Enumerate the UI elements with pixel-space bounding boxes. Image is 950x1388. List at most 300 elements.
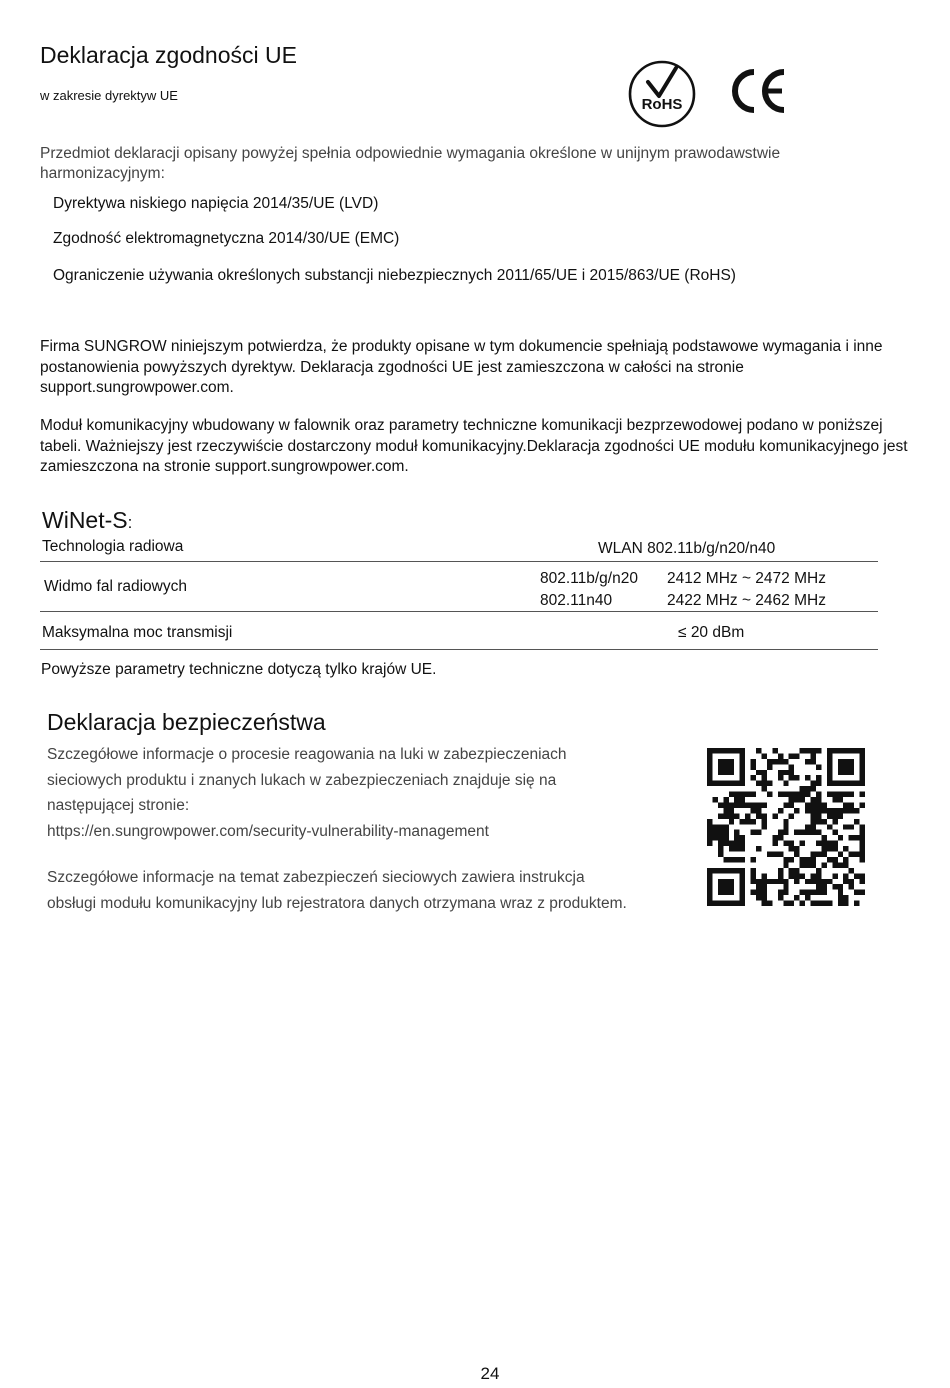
qr-module [712,824,717,829]
qr-module [838,759,843,764]
qr-module [821,819,826,824]
qr-module [756,879,761,884]
qr-module [707,835,712,840]
spectrum-standard-1: 802.11b/g/n20 [540,570,638,587]
qr-module [860,770,865,775]
table-divider [40,649,878,650]
qr-module [860,753,865,758]
qr-module [729,857,734,862]
qr-module [827,781,832,786]
qr-module [849,792,854,797]
qr-module [778,852,783,857]
qr-module [832,781,837,786]
qr-module [778,879,783,884]
qr-module [832,830,837,835]
qr-module [729,890,734,895]
qr-module [832,792,837,797]
qr-module [718,879,723,884]
qr-module [860,802,865,807]
qr-module [761,753,766,758]
qr-module [783,830,788,835]
qr-module [718,759,723,764]
qr-module [854,808,859,813]
qr-module [761,819,766,824]
qr-module [751,808,756,813]
qr-module [734,841,739,846]
qr-module [816,841,821,846]
qr-module [832,813,837,818]
tech-label: Technologia radiowa [42,538,184,555]
qr-module [816,764,821,769]
qr-module [843,862,848,867]
qr-module [821,890,826,895]
qr-module [778,835,783,840]
qr-module [860,890,865,895]
qr-module [723,901,728,906]
qr-module [756,808,761,813]
qr-module [712,835,717,840]
qr-module [751,802,756,807]
qr-module [729,884,734,889]
qr-module [761,802,766,807]
qr-module [843,857,848,862]
qr-module [778,830,783,835]
qr-module [816,873,821,878]
rohs-logo [628,60,696,128]
qr-module [718,852,723,857]
qr-module [816,775,821,780]
qr-module [854,835,859,840]
qr-module [740,753,745,758]
security-line: następującej stronie: [47,797,190,814]
qr-module [718,846,723,851]
qr-module [816,830,821,835]
qr-module [843,901,848,906]
qr-module [832,846,837,851]
qr-module [843,873,848,878]
qr-module [832,748,837,753]
qr-module [729,846,734,851]
qr-module [718,802,723,807]
qr-module [740,770,745,775]
qr-module [789,868,794,873]
qr-module [794,808,799,813]
qr-module [816,852,821,857]
qr-module [707,759,712,764]
qr-module [756,895,761,900]
qr-module [734,813,739,818]
qr-module [718,884,723,889]
qr-module [761,775,766,780]
qr-module [783,819,788,824]
qr-module [723,802,728,807]
qr-module [860,879,865,884]
qr-module [832,841,837,846]
qr-module [723,824,728,829]
qr-module [816,802,821,807]
qr-module [718,830,723,835]
qr-module [811,819,816,824]
qr-module [718,770,723,775]
qr-module [723,759,728,764]
qr-module [729,808,734,813]
qr-module [778,808,783,813]
qr-module [860,748,865,753]
qr-module [811,890,816,895]
qr-module [821,808,826,813]
qr-module [772,841,777,846]
winet-name: WiNet-S [42,507,128,533]
qr-module [718,841,723,846]
qr-module [767,764,772,769]
qr-module [805,792,810,797]
qr-module [854,781,859,786]
qr-module [778,759,783,764]
security-line: Szczegółowe informacje o procesie reagowania na luki w zabezpieczeniach [47,746,567,763]
qr-module [718,748,723,753]
qr-module [794,873,799,878]
qr-module [838,884,843,889]
qr-module [800,901,805,906]
intro-text: Przedmiot deklaracji opisany powyżej spełnia odpowiednie wymagania określone w unijnym prawodawstwie harmonizacyjnym: [40,145,781,182]
qr-module [794,868,799,873]
qr-module [718,890,723,895]
qr-module [783,884,788,889]
qr-module [723,813,728,818]
qr-module [843,808,848,813]
qr-module [729,770,734,775]
security-title: Deklaracja bezpieczeństwa [47,709,326,735]
qr-module [707,748,712,753]
qr-module [740,895,745,900]
qr-module [756,846,761,851]
qr-module [756,890,761,895]
qr-module [827,841,832,846]
security-text-2 [47,865,697,916]
qr-module [740,764,745,769]
qr-module [740,841,745,846]
qr-module [816,748,821,753]
qr-module [772,852,777,857]
qr-module [816,884,821,889]
qr-module [740,802,745,807]
power-value: ≤ 20 dBm [678,624,745,641]
qr-module [800,873,805,878]
qr-module [712,781,717,786]
qr-module [751,857,756,862]
qr-module [783,792,788,797]
qr-module [761,813,766,818]
qr-module [794,753,799,758]
qr-module [778,873,783,878]
qr-module [838,770,843,775]
qr-module [723,884,728,889]
qr-module [718,868,723,873]
qr-module [778,895,783,900]
qr-module [767,759,772,764]
qr-module [740,781,745,786]
security-line: Szczegółowe informacje na temat zabezpieczeń sieciowych zawiera instrukcja [47,869,585,886]
qr-module [816,901,821,906]
qr-module [734,857,739,862]
qr-module [767,852,772,857]
qr-module [805,808,810,813]
qr-module [707,775,712,780]
qr-module [751,764,756,769]
qr-module [783,841,788,846]
qr-module [723,748,728,753]
qr-module [854,873,859,878]
qr-module [860,846,865,851]
qr-module [783,862,788,867]
qr-module [811,813,816,818]
qr-module [707,879,712,884]
qr-module [740,835,745,840]
qr-module [778,775,783,780]
qr-module [734,748,739,753]
security-text-1 [47,742,697,844]
qr-module [734,835,739,840]
qr-module [756,884,761,889]
qr-module [751,873,756,878]
qr-module [778,753,783,758]
qr-module [854,890,859,895]
qr-module [805,802,810,807]
qr-module [827,753,832,758]
qr-module [756,748,761,753]
qr-module [860,873,865,878]
qr-module [740,846,745,851]
qr-module [805,759,810,764]
qr-module [849,759,854,764]
qr-module [783,890,788,895]
qr-module [751,759,756,764]
qr-module [860,792,865,797]
qr-module [832,819,837,824]
qr-module [740,868,745,873]
qr-module [838,890,843,895]
qr-module [734,868,739,873]
qr-module [811,753,816,758]
qr-module [778,792,783,797]
qr-module [832,808,837,813]
qr-module [843,802,848,807]
qr-module [740,884,745,889]
page-subtitle: w zakresie dyrektyw UE [40,88,178,103]
qr-module [821,852,826,857]
page-title: Deklaracja zgodności UE [40,42,297,68]
qr-module [789,770,794,775]
qr-module [729,748,734,753]
qr-module [729,764,734,769]
qr-module [849,764,854,769]
qr-module [751,775,756,780]
qr-module [778,890,783,895]
qr-module [816,819,821,824]
qr-module [838,808,843,813]
qr-module [767,781,772,786]
qr-module [827,808,832,813]
qr-module [729,868,734,873]
qr-module [821,884,826,889]
qr-module [843,770,848,775]
qr-module [761,873,766,878]
qr-module [718,824,723,829]
qr-module [751,890,756,895]
qr-module [707,819,712,824]
qr-module [854,748,859,753]
qr-module [832,857,837,862]
qr-module [723,797,728,802]
qr-module [707,895,712,900]
qr-module [707,830,712,835]
qr-module [805,862,810,867]
qr-module [838,901,843,906]
qr-module [751,792,756,797]
qr-module [718,901,723,906]
qr-module [827,857,832,862]
qr-module [761,781,766,786]
qr-module [860,857,865,862]
security-line: sieciowych produktu i znanych lukach w zabezpieczeniach znajduje się na [47,771,557,789]
qr-module [811,879,816,884]
qr-module [767,901,772,906]
qr-module [838,813,843,818]
qr-module [756,770,761,775]
qr-module [729,841,734,846]
qr-module [707,770,712,775]
qr-module [800,890,805,895]
qr-module [860,764,865,769]
qr-module [827,775,832,780]
qr-module [800,862,805,867]
qr-module [805,786,810,791]
qr-module [854,819,859,824]
qr-module [756,830,761,835]
security-line: obsługi modułu komunikacyjny lub rejestratora danych otrzymana wraz z produktem. [47,894,627,912]
qr-module [707,841,712,846]
qr-module [821,901,826,906]
qr-module [827,846,832,851]
qr-module [827,879,832,884]
qr-module [740,857,745,862]
qr-module [821,835,826,840]
qr-module [811,808,816,813]
qr-module [729,792,734,797]
power-label: Maksymalna moc transmisji [42,624,233,641]
qr-module [729,759,734,764]
qr-module [794,792,799,797]
qr-module [849,884,854,889]
qr-module [838,835,843,840]
qr-module [849,808,854,813]
conformity-paragraph: Firma SUNGROW niniejszym potwierdza, że produkty opisane w tym dokumencie spełniają podstawowe wymagania i inne postanowienia powyższych dyrektyw. Deklaracja zgodności UE jest zamieszczona w całości na stronie support.sungrowpower.com. [40,338,883,396]
qr-module [751,830,756,835]
spectrum-frequency-2: 2422 MHz ~ 2462 MHz [667,592,826,609]
qr-module [794,879,799,884]
qr-module [843,895,848,900]
qr-module [740,873,745,878]
qr-module [712,901,717,906]
qr-module [805,895,810,900]
qr-module [821,879,826,884]
qr-module [816,792,821,797]
qr-module [849,824,854,829]
qr-module [740,792,745,797]
qr-module [745,792,750,797]
qr-module [789,797,794,802]
qr-module [860,759,865,764]
qr-module [811,862,816,867]
qr-module [729,802,734,807]
qr-module [756,813,761,818]
qr-module [849,879,854,884]
qr-module [800,748,805,753]
qr-module [723,890,728,895]
qr-module [805,857,810,862]
qr-module [783,824,788,829]
security-url-link[interactable]: https://en.sungrowpower.com/security-vulnerability-management [47,822,489,840]
qr-module [805,830,810,835]
qr-module [821,846,826,851]
qr-module [843,792,848,797]
qr-module [718,835,723,840]
qr-module [838,862,843,867]
qr-module [832,862,837,867]
qr-module [734,846,739,851]
qr-module [740,879,745,884]
qr-module [821,862,826,867]
qr-module [723,841,728,846]
qr-module [816,808,821,813]
qr-module [778,770,783,775]
qr-module [707,884,712,889]
ce-mark-icon [730,68,788,114]
qr-module [740,775,745,780]
qr-module [712,748,717,753]
qr-module [849,748,854,753]
qr-module [789,764,794,769]
qr-module [789,857,794,862]
qr-module [756,802,761,807]
qr-module [811,873,816,878]
qr-module [860,781,865,786]
qr-module [729,813,734,818]
qr-module [767,792,772,797]
qr-module [800,857,805,862]
qr-module [811,802,816,807]
qr-module [838,797,843,802]
winet-colon: : [127,513,133,532]
qr-module [811,797,816,802]
qr-module [849,835,854,840]
qr-module [860,830,865,835]
qr-module [778,868,783,873]
qr-module [816,879,821,884]
qr-module [860,841,865,846]
qr-module [827,792,832,797]
qr-module [729,901,734,906]
qr-module [843,748,848,753]
qr-module [860,835,865,840]
qr-module [789,841,794,846]
qr-module [789,792,794,797]
qr-module [718,764,723,769]
qr-module [751,879,756,884]
page-number: 24 [480,1364,500,1383]
qr-module [707,753,712,758]
spectrum-standard-2: 802.11n40 [540,592,613,609]
